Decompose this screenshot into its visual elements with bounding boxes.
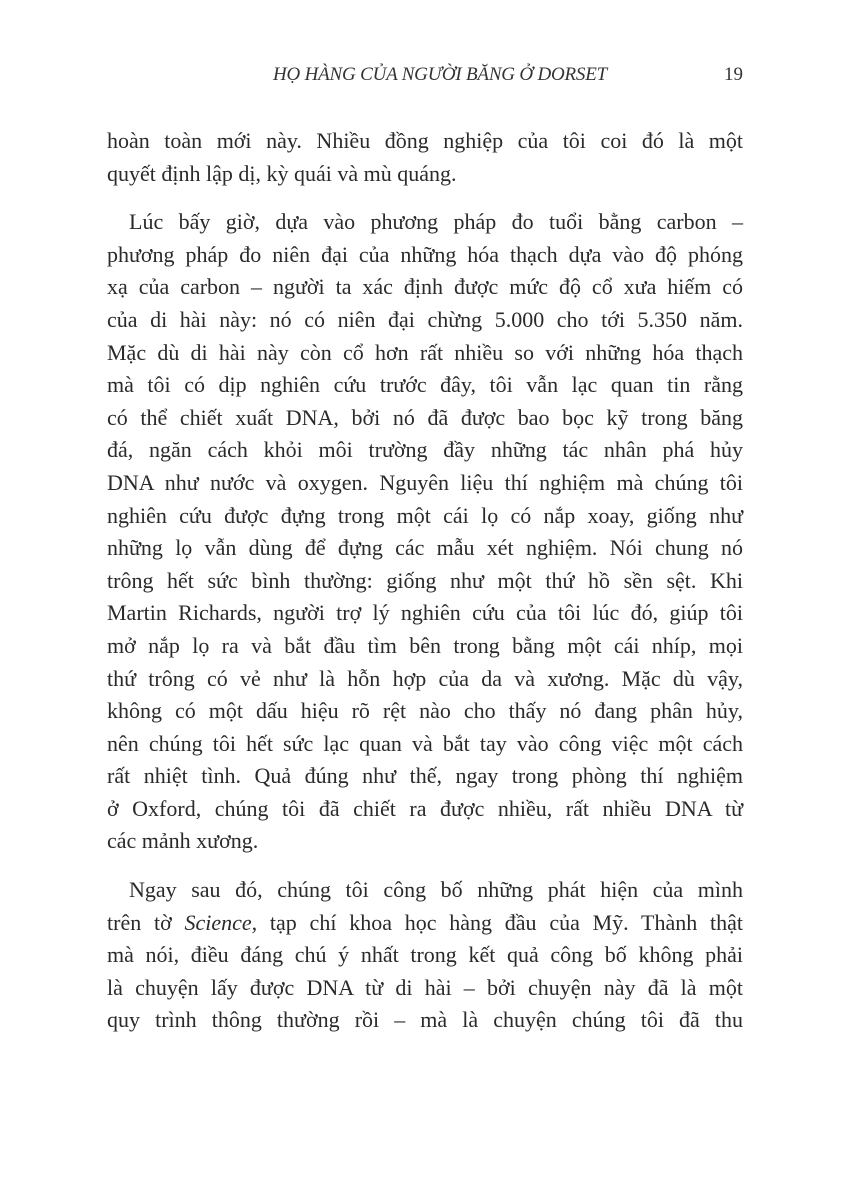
text-line: quyết định lập dị, kỳ quái và mù quáng.: [107, 160, 457, 186]
text-line: mà tôi có dịp nghiên cứu trước đây, tôi vẫn lạc quan tin rằng: [107, 372, 743, 398]
page-number: 19: [724, 64, 743, 85]
text-line: các mảnh xương.: [107, 828, 259, 854]
text-line: phương pháp đo niên đại của những hóa thạch dựa vào độ phóng: [107, 241, 743, 267]
running-title: HỌ HÀNG CỦA NGƯỜI BĂNG Ở DORSET: [273, 64, 607, 85]
text-line: là chuyện lấy được DNA từ di hài – bởi chuyện này đã là một: [107, 974, 743, 1000]
text-line: của di hài này: nó có niên đại chừng 5.000 cho tới 5.350 năm.: [107, 306, 743, 332]
running-header: [107, 62, 743, 92]
text-line: có thể chiết xuất DNA, bởi nó đã được bao bọc kỹ trong băng: [107, 404, 743, 430]
text-line: trông hết sức bình thường: giống như một thứ hồ sền sệt. Khi: [107, 567, 743, 593]
text-span: tạp chí khoa học hàng đầu của Mỹ. Thành thật: [257, 909, 743, 935]
text-line: mở nắp lọ ra và bắt đầu tìm bên trong bằng một cái nhíp, mọi: [107, 632, 743, 658]
text-line: Lúc bấy giờ, dựa vào phương pháp đo tuổi bằng carbon –: [129, 209, 743, 235]
text-span: trên tờ: [107, 909, 185, 935]
text-line: Ngay sau đó, chúng tôi công bố những phát hiện của mình: [129, 877, 743, 903]
text-line: [107, 907, 743, 940]
text-line: quy trình thông thường rồi – mà là chuyện chúng tôi đã thu: [107, 1007, 743, 1033]
journal-title: Science,: [184, 909, 258, 935]
text-line: ở Oxford, chúng tôi đã chiết ra được nhiều, rất nhiều DNA từ: [107, 795, 743, 821]
text-line: nghiên cứu được đựng trong một cái lọ có nắp xoay, giống như: [107, 502, 743, 528]
paragraph: [107, 206, 743, 858]
text-line: đá, ngăn cách khỏi môi trường đầy những tác nhân phá hủy: [107, 437, 743, 463]
text-line: DNA như nước và oxygen. Nguyên liệu thí nghiệm mà chúng tôi: [107, 469, 743, 495]
text-line: hoàn toàn mới này. Nhiều đồng nghiệp của tôi coi đó là một: [107, 128, 743, 153]
text-line: những lọ vẫn dùng để đựng các mẫu xét nghiệm. Nói chung nó: [107, 535, 743, 561]
text-line: xạ của carbon – người ta xác định được mức độ cổ xưa hiếm có: [107, 274, 743, 300]
text-line: Mặc dù di hài này còn cổ hơn rất nhiều so với những hóa thạch: [107, 339, 743, 365]
text-line: nên chúng tôi hết sức lạc quan và bắt tay vào công việc một cách: [107, 730, 743, 756]
text-line: rất nhiệt tình. Quả đúng như thế, ngay trong phòng thí nghiệm: [107, 763, 743, 789]
text-line: thứ trông có vẻ như là hỗn hợp của da và xương. Mặc dù vậy,: [107, 665, 743, 691]
text-line: mà nói, điều đáng chú ý nhất trong kết quả công bố không phải: [107, 942, 743, 968]
text-line: không có một dấu hiệu rõ rệt nào cho thấy nó đang phân hủy,: [107, 698, 743, 724]
text-line: Martin Richards, người trợ lý nghiên cứu của tôi lúc đó, giúp tôi: [107, 600, 743, 626]
paragraph: [107, 874, 743, 1037]
page-body: [107, 125, 743, 1053]
paragraph: [107, 125, 743, 190]
